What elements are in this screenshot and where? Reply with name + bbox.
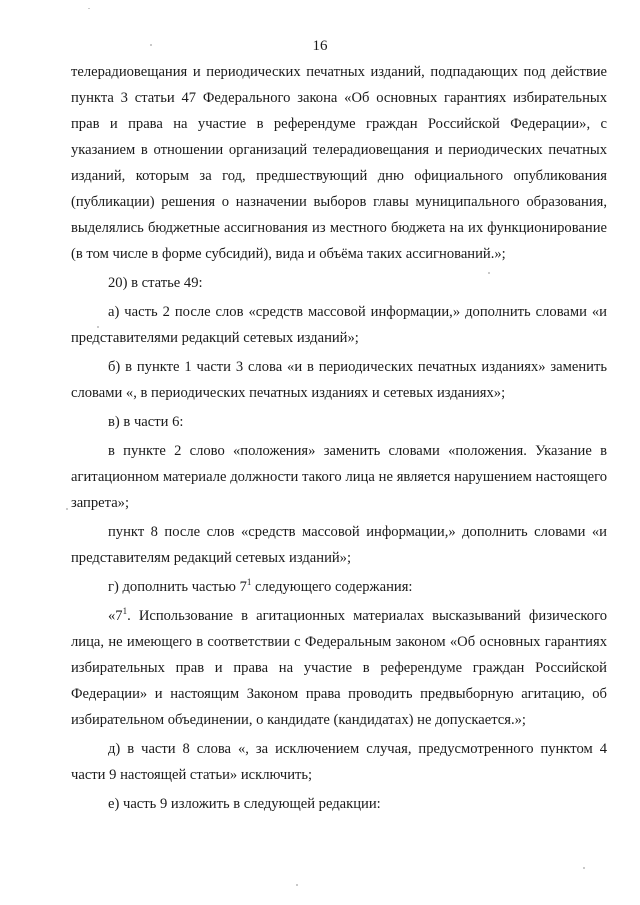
paragraph-subitem-v: в) в части 6: [108,414,184,430]
paragraph-subitem-e: е) часть 9 изложить в следующей редакции: [108,796,381,812]
paragraph-item-20: 20) в статье 49: [108,275,203,291]
scan-speck [583,867,585,869]
paragraph-subitem-b: б) в пункте 1 части 3 слова «и в периодических печатных изданиях» заменить словами «, в периодических печатных изданиях и сетевых изданиях»; [71,359,607,401]
document-body [71,59,607,820]
text-run: следующего содержания: [251,579,413,595]
scan-speck [488,272,490,274]
scan-speck [150,44,152,46]
paragraph-subitem-a: а) часть 2 после слов «средств массовой информации,» дополнить словами «и представителями редакций сетевых изданий»; [71,304,607,346]
paragraph-continuation: телерадиовещания и периодических печатных изданий, подпадающих под действие пункта 3 статьи 47 Федерального закона «Об основных гарантиях избирательных прав и права на участие в референдуме граждан Российской Федерации», с указанием в отношении организаций телерадиовещания и периодических печатных изданий, которым за год, предшествующий дню официального опубликования (публикации) решения о назначении выборов главы муниципального образования, выделялись бюджетные ассигнования из местного бюджета на их функционирование (в том числе в форме субсидий), вида и объёма таких ассигнований.»; [71,64,607,262]
text-run: г) дополнить частью 7 [108,579,247,595]
paragraph-point-2: в пункте 2 слово «положения» заменить словами «положения. Указание в агитационном материале должности такого лица не является нарушением настоящего запрета»; [71,443,607,511]
scan-speck [97,326,99,328]
superscript: 1 [246,577,252,587]
paragraph-point-8: пункт 8 после слов «средств массовой информации,» дополнить словами «и представителям редакций сетевых изданий»; [71,524,607,566]
text-run: «7 [108,608,123,624]
scan-speck [66,508,68,510]
paragraph-subitem-d: д) в части 8 слова «, за исключением случая, предусмотренного пунктом 4 части 9 настоящей статьи» исключить; [71,741,607,783]
superscript: 1 [122,606,128,616]
scan-speck [88,8,90,9]
scan-speck [296,884,298,886]
text-run: . Использование в агитационных материалах высказываний физического лица, не имеющего в соответствии с Федеральным законом «Об основных гарантиях избирательных прав и права на участие в референдуме граждан Российской Федерации» и настоящим Законом права проводить предвыборную агитацию, об избирательном объединении, о кандидате (кандидатах) не допускается.»; [71,608,607,728]
page-number: 16 [312,38,328,54]
paragraph-part-7-1 [71,603,607,733]
paragraph-subitem-g [71,574,607,600]
